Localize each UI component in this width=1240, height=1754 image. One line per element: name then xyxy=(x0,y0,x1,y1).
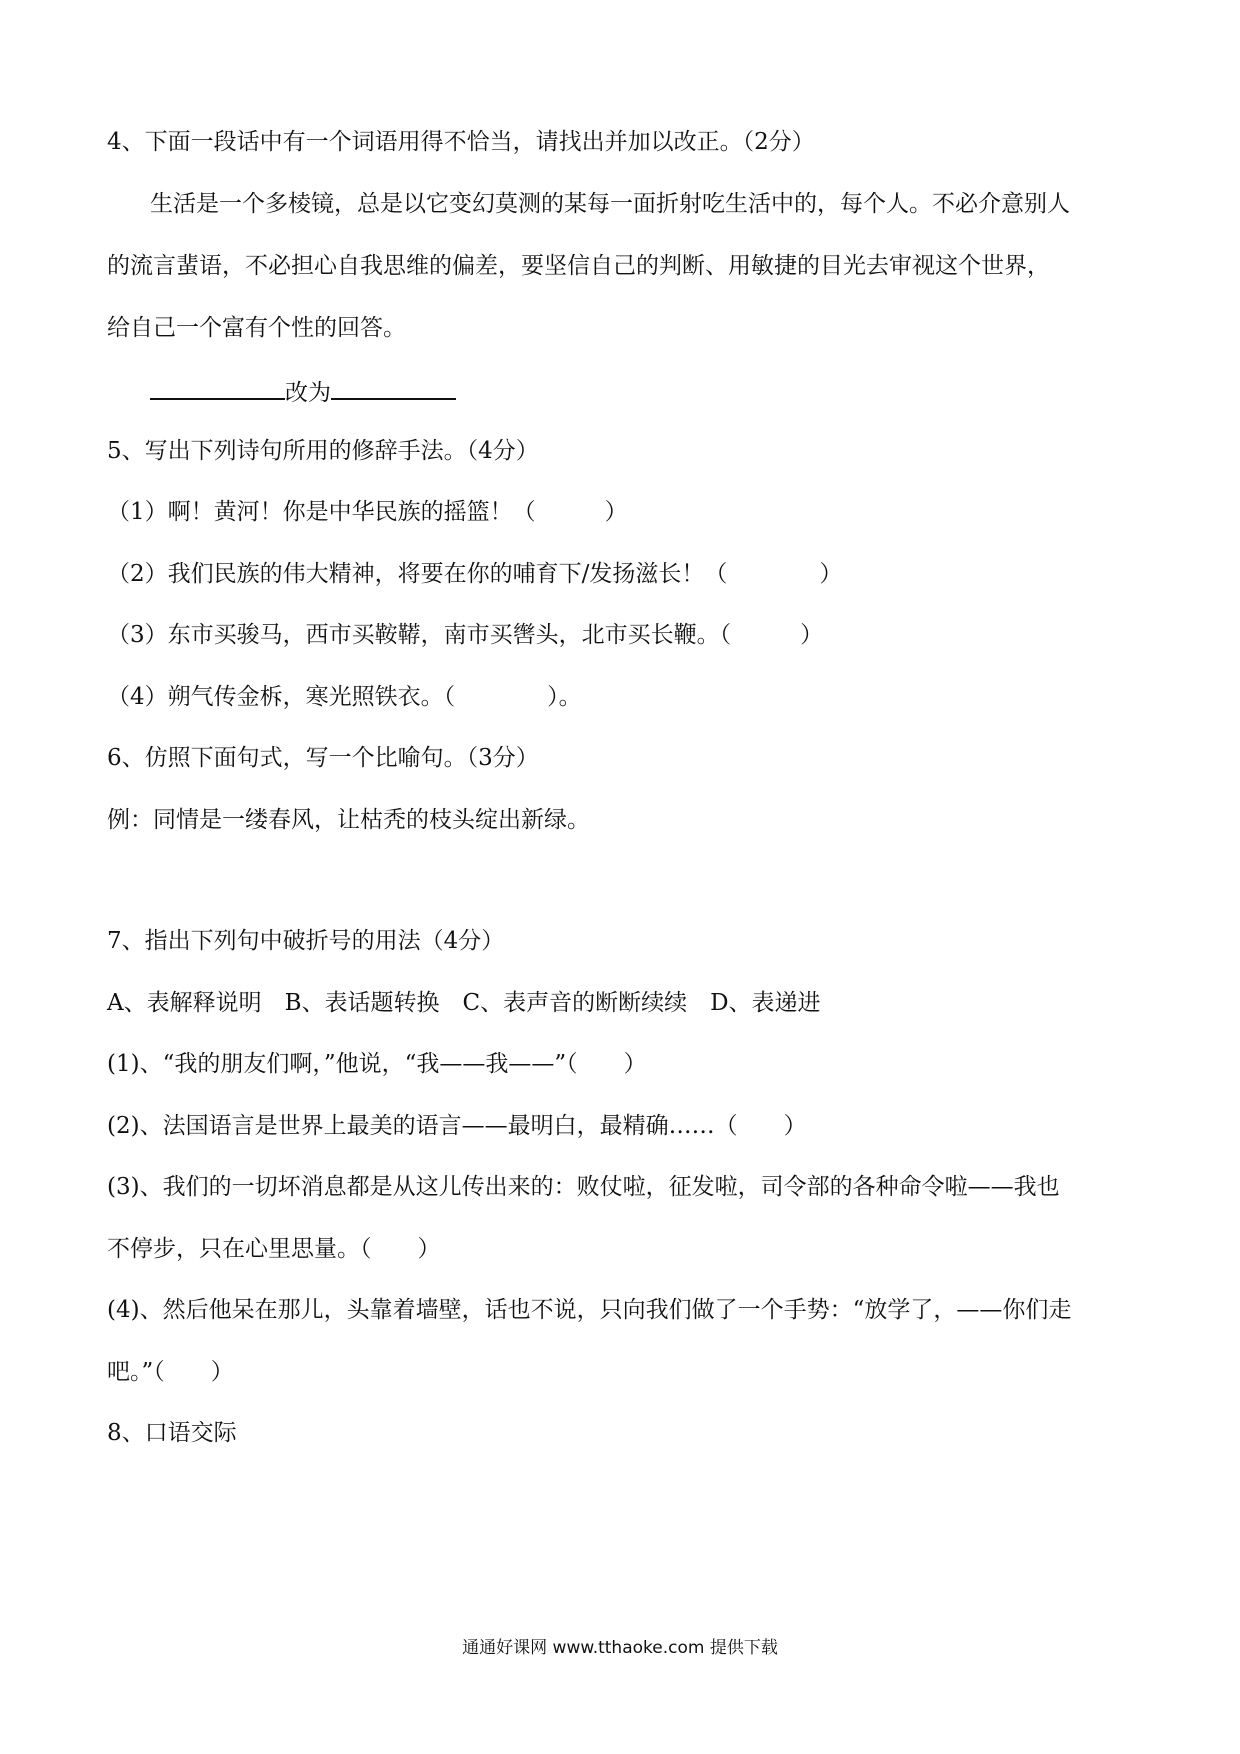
q6-example: 例：同情是一缕春风，让枯秃的枝头绽出新绿。 xyxy=(107,807,590,833)
q7-options: A、表解释说明 B、表话题转换 C、表声音的断断续续 D、表递进 xyxy=(107,990,821,1016)
q6-title: 6、仿照下面句式，写一个比喻句。（3分） xyxy=(107,745,539,771)
q8-title: 8、口语交际 xyxy=(107,1420,237,1446)
q4-paragraph-line-3: 给自己一个富有个性的回答。 xyxy=(107,315,406,341)
q7-item-4-line-1: (4)、然后他呆在那儿，头靠着墙壁，话也不说，只向我们做了一个手势：“放学了，——你们走 xyxy=(107,1297,1072,1323)
q7-title: 7、指出下列句中破折号的用法（4分） xyxy=(107,928,505,954)
q4-blank-original[interactable] xyxy=(150,374,285,400)
q5-item-3: （3）东市买骏马，西市买鞍鞯，南市买辔头，北市买长鞭。（ ） xyxy=(107,622,824,648)
q7-item-3-line-1: (3)、我们的一切坏消息都是从这儿传出来的：败仗啦，征发啦，司令部的各种命令啦——我也 xyxy=(107,1174,1060,1200)
q5-item-2: （2）我们民族的伟大精神，将要在你的哺育下/发扬滋长！（ ） xyxy=(107,561,843,587)
q5-item-1: （1）啊！黄河！你是中华民族的摇篮！（ ） xyxy=(107,499,628,525)
q7-item-1: (1)、“我的朋友们啊，”他说，“我——我——”（ ） xyxy=(107,1051,647,1077)
q5-title: 5、写出下列诗句所用的修辞手法。（4分） xyxy=(107,438,539,464)
page-footer: 通通好课网 www.tthaoke.com 提供下载 xyxy=(462,1638,778,1658)
q4-title: 4、下面一段话中有一个词语用得不恰当，请找出并加以改正。（2分） xyxy=(107,129,815,155)
q7-item-3-line-2: 不停步，只在心里思量。（ ） xyxy=(107,1236,441,1262)
q4-blank-corrected[interactable] xyxy=(331,374,456,400)
q7-item-4-line-2: 吧。”（ ） xyxy=(107,1359,234,1385)
q4-paragraph-line-2: 的流言蜚语，不必担心自我思维的偏差，要坚信自己的判断、用敏捷的目光去审视这个世界， xyxy=(107,253,1050,279)
q4-answer-row xyxy=(150,374,1170,408)
q4-change-to-label: 改为 xyxy=(285,380,331,406)
q4-paragraph-line-1: 生活是一个多棱镜，总是以它变幻莫测的某每一面折射吃生活中的，每个人。不必介意别人 xyxy=(150,191,1070,217)
q5-item-4: （4）朔气传金柝，寒光照铁衣。（ ）。 xyxy=(107,684,582,710)
q7-item-2: (2)、法国语言是世界上最美的语言——最明白，最精确……（ ） xyxy=(107,1113,807,1139)
